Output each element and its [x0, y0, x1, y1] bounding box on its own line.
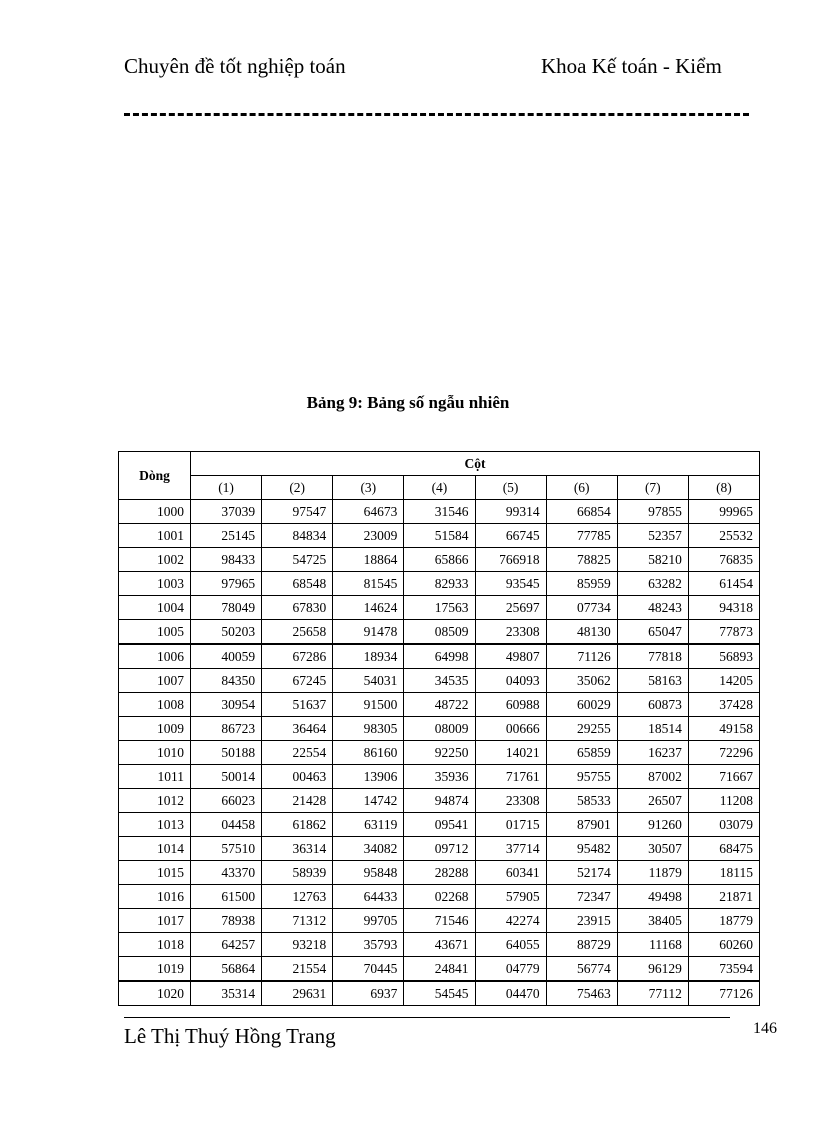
- row-number-cell: 1003: [119, 572, 191, 596]
- row-number-cell: 1013: [119, 813, 191, 837]
- table-row: [119, 741, 760, 765]
- table-cell: 54031: [333, 669, 404, 693]
- table-cell: 68548: [262, 572, 333, 596]
- table-cell: 95482: [546, 837, 617, 861]
- table-cell: 71546: [404, 909, 475, 933]
- table-cell: 77126: [688, 981, 759, 1006]
- table-cell: 71761: [475, 765, 546, 789]
- table-cell: 11879: [617, 861, 688, 885]
- table-cell: 00463: [262, 765, 333, 789]
- table-cell: 56864: [191, 957, 262, 982]
- table-cell: 30954: [191, 693, 262, 717]
- table-cell: 64257: [191, 933, 262, 957]
- table-cell: 25658: [262, 620, 333, 645]
- table-cell: 14742: [333, 789, 404, 813]
- table-cell: 71126: [546, 644, 617, 669]
- page-number: 146: [753, 1020, 777, 1037]
- table-cell: 16237: [617, 741, 688, 765]
- table-cell: 99965: [688, 500, 759, 524]
- table-cell: 66023: [191, 789, 262, 813]
- table-cell: 95848: [333, 861, 404, 885]
- header-divider: [124, 113, 749, 116]
- table-cell: 78049: [191, 596, 262, 620]
- table-cell: 36314: [262, 837, 333, 861]
- table-cell: 13906: [333, 765, 404, 789]
- table-row: [119, 909, 760, 933]
- table-cell: 57905: [475, 885, 546, 909]
- table-cell: 6937: [333, 981, 404, 1006]
- table-cell: 14624: [333, 596, 404, 620]
- table-cell: 96129: [617, 957, 688, 982]
- table-cell: 68475: [688, 837, 759, 861]
- table-cell: 87002: [617, 765, 688, 789]
- column-number-header: (7): [617, 476, 688, 500]
- table-cell: 67245: [262, 669, 333, 693]
- column-number-row: [119, 476, 760, 500]
- table-cell: 84834: [262, 524, 333, 548]
- row-header: Dòng: [119, 452, 191, 500]
- table-cell: 97855: [617, 500, 688, 524]
- footer-divider: [124, 1017, 730, 1018]
- table-cell: 64433: [333, 885, 404, 909]
- column-number-header: (4): [404, 476, 475, 500]
- table-cell: 48130: [546, 620, 617, 645]
- column-number-header: (5): [475, 476, 546, 500]
- table-cell: 63282: [617, 572, 688, 596]
- table-cell: 52357: [617, 524, 688, 548]
- row-number-cell: 1015: [119, 861, 191, 885]
- table-row: [119, 933, 760, 957]
- table-row: [119, 548, 760, 572]
- table-cell: 35936: [404, 765, 475, 789]
- table-row: [119, 572, 760, 596]
- table-cell: 85959: [546, 572, 617, 596]
- table-cell: 35793: [333, 933, 404, 957]
- header-department: Khoa Kế toán - Kiểm: [541, 54, 722, 78]
- table-row: [119, 813, 760, 837]
- table-cell: 26507: [617, 789, 688, 813]
- table-cell: 50188: [191, 741, 262, 765]
- table-cell: 65047: [617, 620, 688, 645]
- table-cell: 43370: [191, 861, 262, 885]
- table-cell: 25532: [688, 524, 759, 548]
- table-cell: 77818: [617, 644, 688, 669]
- table-cell: 70445: [333, 957, 404, 982]
- table-cell: 54725: [262, 548, 333, 572]
- table-cell: 91260: [617, 813, 688, 837]
- table-cell: 58939: [262, 861, 333, 885]
- table-cell: 36464: [262, 717, 333, 741]
- table-cell: 14205: [688, 669, 759, 693]
- table-cell: 50014: [191, 765, 262, 789]
- table-cell: 23915: [546, 909, 617, 933]
- table-cell: 67830: [262, 596, 333, 620]
- table-cell: 60873: [617, 693, 688, 717]
- table-cell: 09541: [404, 813, 475, 837]
- table-cell: 04458: [191, 813, 262, 837]
- table-row: [119, 693, 760, 717]
- table-row: [119, 765, 760, 789]
- table-cell: 48722: [404, 693, 475, 717]
- table-cell: 58533: [546, 789, 617, 813]
- table-cell: 12763: [262, 885, 333, 909]
- table-cell: 25697: [475, 596, 546, 620]
- table-cell: 95755: [546, 765, 617, 789]
- table-cell: 78938: [191, 909, 262, 933]
- table-cell: 49158: [688, 717, 759, 741]
- table-cell: 51584: [404, 524, 475, 548]
- table-cell: 38405: [617, 909, 688, 933]
- row-number-cell: 1007: [119, 669, 191, 693]
- table-cell: 94874: [404, 789, 475, 813]
- table-cell: 61862: [262, 813, 333, 837]
- table-cell: 24841: [404, 957, 475, 982]
- table-cell: 04470: [475, 981, 546, 1006]
- table-cell: 66854: [546, 500, 617, 524]
- table-cell: 23308: [475, 789, 546, 813]
- table-cell: 23009: [333, 524, 404, 548]
- table-row: [119, 861, 760, 885]
- table-cell: 75463: [546, 981, 617, 1006]
- table-cell: 18864: [333, 548, 404, 572]
- row-number-cell: 1020: [119, 981, 191, 1006]
- table-cell: 86160: [333, 741, 404, 765]
- table-cell: 34082: [333, 837, 404, 861]
- table-cell: 21554: [262, 957, 333, 982]
- table-cell: 77785: [546, 524, 617, 548]
- table-cell: 18934: [333, 644, 404, 669]
- table-cell: 18779: [688, 909, 759, 933]
- table-cell: 34535: [404, 669, 475, 693]
- table-cell: 14021: [475, 741, 546, 765]
- table-row: [119, 524, 760, 548]
- table-cell: 52174: [546, 861, 617, 885]
- table-cell: 76835: [688, 548, 759, 572]
- table-cell: 42274: [475, 909, 546, 933]
- table-cell: 17563: [404, 596, 475, 620]
- table-row: [119, 717, 760, 741]
- row-number-cell: 1005: [119, 620, 191, 645]
- table-cell: 94318: [688, 596, 759, 620]
- row-number-cell: 1000: [119, 500, 191, 524]
- row-number-cell: 1017: [119, 909, 191, 933]
- table-cell: 87901: [546, 813, 617, 837]
- table-cell: 48243: [617, 596, 688, 620]
- table-cell: 91500: [333, 693, 404, 717]
- row-number-cell: 1011: [119, 765, 191, 789]
- table-row: [119, 644, 760, 669]
- table-cell: 01715: [475, 813, 546, 837]
- table-cell: 08509: [404, 620, 475, 645]
- table-cell: 40059: [191, 644, 262, 669]
- table-cell: 82933: [404, 572, 475, 596]
- table-cell: 64998: [404, 644, 475, 669]
- table-title: Bảng 9: Bảng số ngẫu nhiên: [306, 393, 510, 412]
- table-row: [119, 596, 760, 620]
- table-cell: 03079: [688, 813, 759, 837]
- table-cell: 00666: [475, 717, 546, 741]
- table-cell: 61454: [688, 572, 759, 596]
- table-cell: 72296: [688, 741, 759, 765]
- random-number-table: [118, 451, 760, 1006]
- table-cell: 04779: [475, 957, 546, 982]
- table-cell: 60029: [546, 693, 617, 717]
- table-cell: 61500: [191, 885, 262, 909]
- table-row: [119, 885, 760, 909]
- row-number-cell: 1018: [119, 933, 191, 957]
- table-body: [119, 500, 760, 1006]
- table-cell: 18115: [688, 861, 759, 885]
- table-cell: 98433: [191, 548, 262, 572]
- table-cell: 43671: [404, 933, 475, 957]
- row-number-cell: 1004: [119, 596, 191, 620]
- table-cell: 71312: [262, 909, 333, 933]
- table-cell: 30507: [617, 837, 688, 861]
- column-number-header: (1): [191, 476, 262, 500]
- table-cell: 31546: [404, 500, 475, 524]
- table-cell: 07734: [546, 596, 617, 620]
- table-cell: 60341: [475, 861, 546, 885]
- table-cell: 54545: [404, 981, 475, 1006]
- table-cell: 63119: [333, 813, 404, 837]
- row-number-cell: 1014: [119, 837, 191, 861]
- table-cell: 78825: [546, 548, 617, 572]
- row-number-cell: 1016: [119, 885, 191, 909]
- table-row: [119, 669, 760, 693]
- table-cell: 49807: [475, 644, 546, 669]
- header-document-title: Chuyên đề tốt nghiệp toán: [124, 54, 346, 78]
- table-cell: 25145: [191, 524, 262, 548]
- row-number-cell: 1019: [119, 957, 191, 982]
- table-cell: 21871: [688, 885, 759, 909]
- table-cell: 18514: [617, 717, 688, 741]
- table-cell: 28288: [404, 861, 475, 885]
- table-cell: 88729: [546, 933, 617, 957]
- table-cell: 77112: [617, 981, 688, 1006]
- table-cell: 35062: [546, 669, 617, 693]
- table-cell: 99314: [475, 500, 546, 524]
- table-cell: 99705: [333, 909, 404, 933]
- row-number-cell: 1001: [119, 524, 191, 548]
- table-cell: 02268: [404, 885, 475, 909]
- table-cell: 11208: [688, 789, 759, 813]
- table-cell: 37039: [191, 500, 262, 524]
- table-cell: 37428: [688, 693, 759, 717]
- table-cell: 58210: [617, 548, 688, 572]
- table-cell: 72347: [546, 885, 617, 909]
- table-cell: 86723: [191, 717, 262, 741]
- table-cell: 66745: [475, 524, 546, 548]
- table-cell: 37714: [475, 837, 546, 861]
- column-group-header: Cột: [191, 452, 760, 476]
- table-cell: 97547: [262, 500, 333, 524]
- row-number-cell: 1009: [119, 717, 191, 741]
- table-cell: 91478: [333, 620, 404, 645]
- table-row: [119, 837, 760, 861]
- row-number-cell: 1010: [119, 741, 191, 765]
- table-cell: 21428: [262, 789, 333, 813]
- row-number-cell: 1002: [119, 548, 191, 572]
- table-cell: 64673: [333, 500, 404, 524]
- table-cell: 92250: [404, 741, 475, 765]
- table-cell: 73594: [688, 957, 759, 982]
- column-number-header: (2): [262, 476, 333, 500]
- table-cell: 65866: [404, 548, 475, 572]
- table-cell: 08009: [404, 717, 475, 741]
- footer-author: Lê Thị Thuý Hồng Trang: [124, 1024, 336, 1048]
- table-cell: 56774: [546, 957, 617, 982]
- table-cell: 766918: [475, 548, 546, 572]
- table-cell: 60260: [688, 933, 759, 957]
- table-cell: 51637: [262, 693, 333, 717]
- table-cell: 29255: [546, 717, 617, 741]
- table-cell: 93545: [475, 572, 546, 596]
- table-row: [119, 981, 760, 1006]
- table-cell: 65859: [546, 741, 617, 765]
- table-cell: 71667: [688, 765, 759, 789]
- table-cell: 98305: [333, 717, 404, 741]
- table-cell: 58163: [617, 669, 688, 693]
- table-cell: 56893: [688, 644, 759, 669]
- table-row: [119, 957, 760, 982]
- table-cell: 77873: [688, 620, 759, 645]
- table-cell: 57510: [191, 837, 262, 861]
- table-cell: 64055: [475, 933, 546, 957]
- table-cell: 84350: [191, 669, 262, 693]
- column-number-header: (8): [688, 476, 759, 500]
- table-cell: 50203: [191, 620, 262, 645]
- table-cell: 22554: [262, 741, 333, 765]
- table-cell: 81545: [333, 572, 404, 596]
- row-number-cell: 1006: [119, 644, 191, 669]
- table-cell: 93218: [262, 933, 333, 957]
- table-cell: 09712: [404, 837, 475, 861]
- table-cell: 11168: [617, 933, 688, 957]
- table-cell: 04093: [475, 669, 546, 693]
- table-row: [119, 789, 760, 813]
- column-number-header: (3): [333, 476, 404, 500]
- column-number-header: (6): [546, 476, 617, 500]
- table-row: [119, 500, 760, 524]
- row-number-cell: 1008: [119, 693, 191, 717]
- table-cell: 23308: [475, 620, 546, 645]
- table-cell: 67286: [262, 644, 333, 669]
- table-cell: 49498: [617, 885, 688, 909]
- table-cell: 97965: [191, 572, 262, 596]
- table-row: [119, 620, 760, 645]
- table-cell: 29631: [262, 981, 333, 1006]
- row-number-cell: 1012: [119, 789, 191, 813]
- table-cell: 60988: [475, 693, 546, 717]
- table-cell: 35314: [191, 981, 262, 1006]
